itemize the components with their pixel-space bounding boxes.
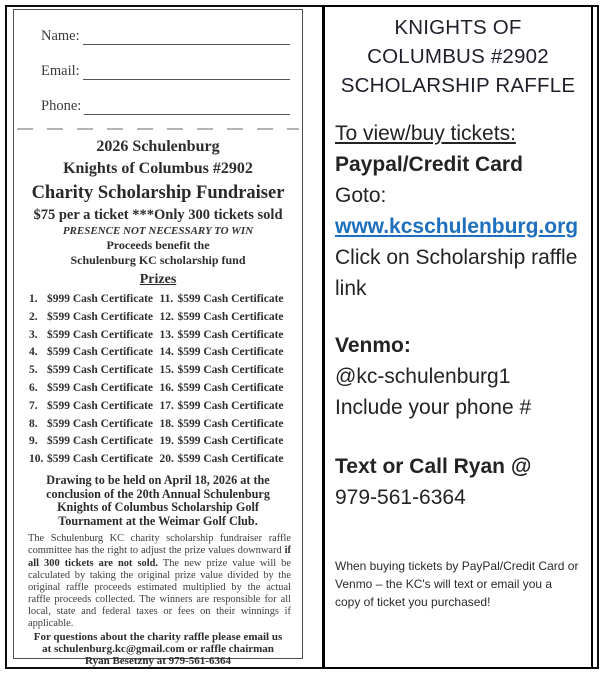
prize-column-left — [29, 291, 160, 469]
raffle-ticket — [13, 9, 303, 667]
prize-value: $599 Cash Certificate — [47, 417, 154, 430]
stub-field-row — [41, 58, 290, 80]
prize-item — [160, 398, 291, 416]
prize-number: 1. — [29, 293, 38, 305]
ticket-year-title: 2026 Schulenburg — [96, 138, 220, 155]
spacer — [335, 423, 581, 451]
prize-number: 11. — [159, 293, 174, 305]
prize-item — [160, 309, 291, 327]
proceeds-line-1: Proceeds benefit the — [106, 238, 210, 252]
goto-label: Goto: — [335, 184, 387, 207]
prize-value: $599 Cash Certificate — [47, 328, 154, 341]
prize-item — [160, 451, 291, 469]
ticket-council-title: Knights of Columbus #2902 — [63, 160, 253, 177]
contact-phone: 979-561-6364 — [335, 486, 466, 509]
prize-number: 10. — [29, 453, 44, 466]
write-in-line — [84, 99, 290, 115]
info-panel-body — [335, 118, 581, 513]
prize-item — [160, 380, 291, 398]
prize-value: $599 Cash Certificate — [47, 346, 154, 359]
prize-item — [160, 433, 291, 451]
how-to-heading: To view/buy tickets: — [335, 122, 516, 145]
prize-number: 3. — [29, 328, 38, 341]
prize-item — [29, 416, 160, 434]
info-panel — [322, 5, 593, 669]
prize-value: $599 Cash Certificate — [177, 310, 284, 323]
prize-value: $599 Cash Certificate — [47, 435, 154, 448]
info-panel-title: KNIGHTS OF COLUMBUS #2902 SCHOLARSHIP RAFFLE — [340, 16, 576, 97]
website-link[interactable]: www.kcschulenburg.org — [335, 215, 579, 238]
prize-column-right — [160, 291, 291, 469]
fine-print-start: The Schulenburg KC charity scholarship fundraiser raffle committee has the right to adjust the prize values downward — [28, 533, 291, 557]
drawing-announcement: Drawing to be held on April 18, 2026 at the conclusion of the 20th Annual Schulenburg Knights of Columbus Scholarship Golf Tournament at the Weimar Golf Club. — [46, 472, 270, 528]
prize-item — [160, 344, 291, 362]
prize-number: 16. — [159, 381, 174, 394]
prize-value: $599 Cash Certificate — [47, 399, 154, 412]
presence-note: PRESENCE NOT NECESSARY TO WIN — [62, 225, 254, 237]
prize-value: $599 Cash Certificate — [177, 453, 284, 466]
prize-number: 12. — [159, 310, 174, 323]
prize-item — [29, 327, 160, 345]
proceeds-line-2: Schulenburg KC scholarship fund — [70, 252, 246, 267]
prize-value: $599 Cash Certificate — [177, 399, 284, 412]
venmo-handle: @kc-schulenburg1 — [335, 365, 511, 388]
prize-value: $999 Cash Certificate — [47, 293, 154, 305]
prize-number: 14. — [159, 346, 174, 359]
legal-fine-print — [28, 533, 291, 630]
fine-print-end: The new prize value will be calculated by taking the original prize value divided by the original raffle proceeds estimated multiplied by the actual raffle proceeds collected. The winners are responsible for all local, state and federal taxes or fees on their winnings if applicable. — [28, 557, 291, 629]
prize-item — [29, 309, 160, 327]
click-instruction: Click on Scholarship raffle link — [335, 246, 578, 300]
prize-item — [160, 362, 291, 380]
perforation-divider — [17, 128, 299, 130]
prize-item — [29, 344, 160, 362]
venmo-note: Include your phone # — [335, 396, 532, 419]
prize-number: 13. — [159, 328, 174, 341]
prize-value: $599 Cash Certificate — [177, 381, 284, 394]
prize-value: $599 Cash Certificate — [177, 346, 284, 359]
prize-value: $599 Cash Certificate — [47, 453, 154, 466]
fine-print-bold: if all 300 tickets are not sold. — [28, 545, 291, 569]
prize-list — [14, 289, 302, 469]
purchase-footnote: When buying tickets by PayPal/Credit Card or Venmo – the KC's will text or email you a copy of ticket you purchased! — [335, 559, 579, 609]
prize-item — [29, 398, 160, 416]
prize-number: 17. — [159, 399, 174, 412]
prize-value: $599 Cash Certificate — [177, 364, 284, 377]
prize-value: $599 Cash Certificate — [47, 364, 154, 377]
prizes-heading: Prizes — [139, 272, 177, 287]
prize-number: 19. — [159, 435, 174, 448]
stub-field-label: Name: — [41, 28, 80, 44]
prize-value: $599 Cash Certificate — [177, 293, 284, 305]
prize-number: 6. — [29, 381, 38, 394]
spacer — [335, 304, 581, 330]
prize-number: 4. — [29, 346, 38, 359]
prize-number: 2. — [29, 310, 38, 323]
stub-field-label: Phone: — [41, 98, 82, 114]
stub-field-row — [41, 93, 290, 115]
venmo-label: Venmo: — [335, 334, 411, 357]
prize-value: $599 Cash Certificate — [47, 381, 154, 394]
contact-label: Text or Call Ryan @ — [335, 455, 532, 478]
prize-number: 5. — [29, 364, 38, 377]
ticket-stub — [14, 10, 302, 115]
prize-number: 8. — [29, 417, 38, 430]
prize-number: 18. — [159, 417, 174, 430]
prize-value: $599 Cash Certificate — [177, 435, 284, 448]
prize-value: $599 Cash Certificate — [177, 328, 284, 341]
prize-item — [29, 433, 160, 451]
paypal-label: Paypal/Credit Card — [335, 153, 523, 176]
prize-number: 7. — [29, 399, 38, 412]
prize-item — [29, 380, 160, 398]
write-in-line — [83, 29, 290, 45]
write-in-line — [83, 64, 290, 80]
prize-number: 9. — [29, 435, 38, 448]
stub-field-row — [41, 23, 290, 45]
prize-item — [29, 362, 160, 380]
stub-field-label: Email: — [41, 63, 80, 79]
ticket-price-line: $75 per a ticket ***Only 300 tickets sold — [33, 207, 283, 223]
prize-number: 20. — [159, 453, 174, 466]
prize-item — [160, 327, 291, 345]
contact-questions: For questions about the charity raffle please email us at schulenburg.kc@gmail.com or raffle chairman Ryan Besetzny at 979-561-6364 — [33, 631, 283, 667]
prize-item — [29, 291, 160, 309]
prize-item — [29, 451, 160, 469]
ticket-main-title: Charity Scholarship Fundraiser — [31, 183, 285, 203]
prize-number: 15. — [159, 364, 174, 377]
prize-item — [160, 291, 291, 309]
prize-value: $599 Cash Certificate — [47, 310, 154, 323]
prize-item — [160, 416, 291, 434]
prize-value: $599 Cash Certificate — [177, 417, 284, 430]
